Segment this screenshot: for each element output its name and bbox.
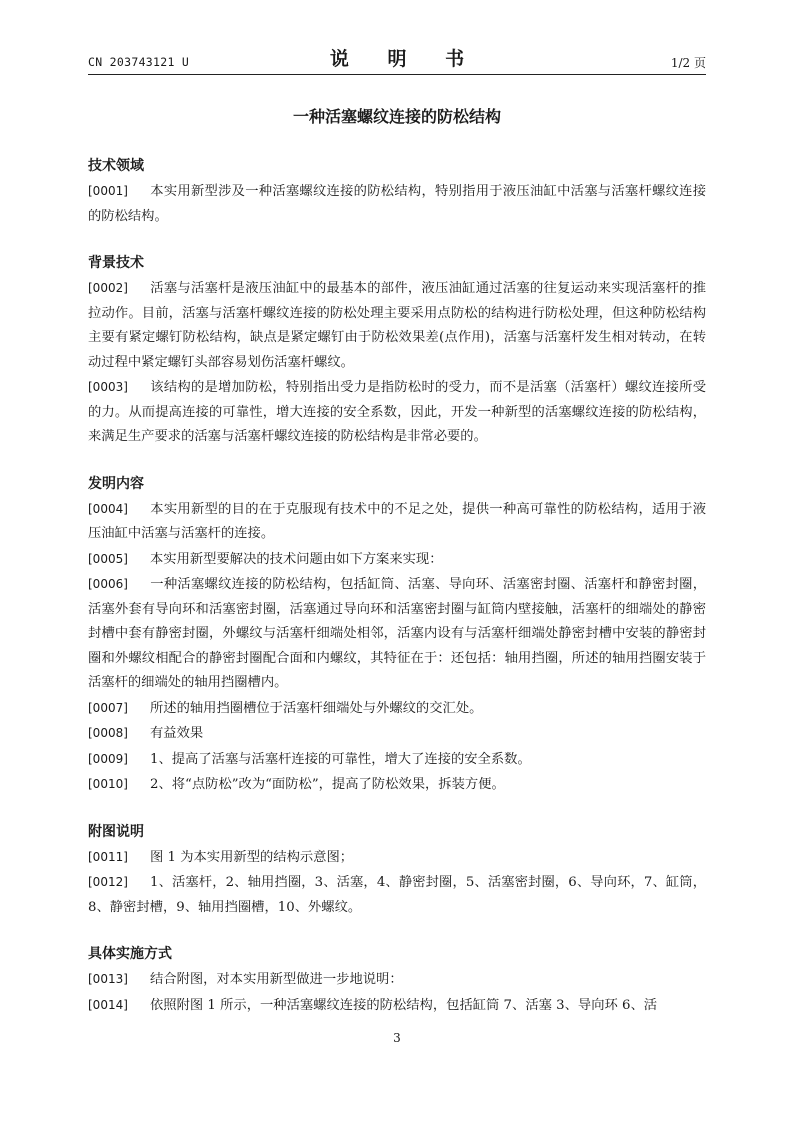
page-header [88, 44, 706, 72]
paragraph-number: [0002] [88, 281, 128, 295]
paragraph-text: 活塞与活塞杆是液压油缸中的最基本的部件，液压油缸通过活塞的往复运动来实现活塞杆的推拉动作。目前，活塞与活塞杆螺纹连接的防松处理主要采用点防松的结构进行防松处理，但这种防松结构主要有紧定螺钉防松结构，缺点是紧定螺钉由于防松效果差(点作用)，活塞与活塞杆发生相对转动，在转动过程中紧定螺钉头部容易划伤活塞杆螺纹。 [88, 281, 706, 370]
paragraph-text: 结合附图，对本实用新型做进一步地说明： [150, 972, 403, 987]
paragraph-number: [0001] [88, 184, 128, 198]
publication-number: CN 203743121 U [88, 55, 190, 69]
paragraph-text: 1、提高了活塞与活塞杆连接的可靠性，增大了连接的安全系数。 [150, 751, 531, 767]
paragraph-text: 一种活塞螺纹连接的防松结构，包括缸筒、活塞、导向环、活塞密封圈、活塞杆和静密封圈，活塞外套有导向环和活塞密封圈，活塞通过导向环和活塞密封圈与缸筒内壁接触，活塞杆的细端处的静密封槽中套有静密封圈，外螺纹与活塞杆细端处相邻，活塞内设有与活塞杆细端处静密封槽中安装的静密封圈和外螺纹相配合的静密封圈配合面和内螺纹，其特征在于：还包括：轴用挡圈，所述的轴用挡圈安装于活塞杆的细端处的轴用挡圈槽内。 [88, 577, 706, 690]
paragraph [88, 276, 706, 375]
section-heading: 发明内容 [88, 475, 144, 492]
paragraph-text: 所述的轴用挡圈槽位于活塞杆细端处与外螺纹的交汇处。 [150, 700, 483, 716]
paragraph [88, 845, 706, 871]
paragraph-number: [0011] [88, 849, 128, 864]
paragraph-number: [0006] [88, 577, 128, 591]
section [88, 942, 706, 1018]
paragraph [88, 572, 706, 696]
paragraph [88, 696, 706, 722]
paragraph-number: [0004] [88, 501, 128, 516]
paragraph-number: [0005] [88, 551, 128, 566]
paragraph [88, 179, 706, 229]
document-title: 一种活塞螺纹连接的防松结构 [292, 107, 501, 126]
paragraph-text: 该结构的是增加防松，特别指出受力是指防松时的受力，而不是活塞（活塞杆）螺纹连接所受的力。从而提高连接的可靠性，增大连接的安全系数，因此，开发一种新型的活塞螺纹连接的防松结构，来满足生产要求的活塞与活塞杆螺纹连接的防松结构是非常必要的。 [88, 380, 706, 444]
paragraph [88, 993, 706, 1019]
paragraph-number: [0009] [88, 751, 128, 766]
paragraph-number: [0012] [88, 875, 128, 889]
paragraph-number: [0010] [88, 777, 128, 791]
section [88, 154, 706, 229]
paragraph-text: 有益效果 [150, 726, 204, 741]
paragraph [88, 375, 706, 450]
section-heading: 附图说明 [88, 823, 144, 840]
document-type-label: 说 明 书 [329, 48, 481, 70]
paragraph-text: 本实用新型涉及一种活塞螺纹连接的防松结构，特别指用于液压油缸中活塞与活塞杆螺纹连接的防松结构。 [88, 184, 706, 224]
paragraph [88, 870, 706, 920]
paragraph-text: 1、活塞杆，2、轴用挡圈，3、活塞，4、静密封圈，5、活塞密封圈，6、导向环，7、缸筒，8、静密封槽，9、轴用挡圈槽，10、外螺纹。 [88, 875, 706, 915]
paragraph [88, 967, 706, 993]
section [88, 472, 706, 798]
paragraph [88, 547, 706, 573]
paragraph-text: 本实用新型要解决的技术问题由如下方案来实现： [150, 551, 443, 567]
paragraph [88, 747, 706, 773]
paragraph-number: [0003] [88, 380, 128, 394]
paragraph-number: [0014] [88, 997, 128, 1012]
paragraph-number: [0008] [88, 726, 128, 740]
paragraph-number: [0013] [88, 972, 128, 986]
section-heading: 具体实施方式 [88, 946, 172, 962]
paragraph [88, 772, 706, 798]
section-heading: 背景技术 [88, 255, 144, 271]
page-indicator: 1/2 页 [670, 56, 706, 70]
header-divider [88, 74, 706, 75]
paragraph-text: 依照附图 1 所示，一种活塞螺纹连接的防松结构，包括缸筒 7、活塞 3、导向环 6、活 [150, 997, 658, 1013]
section-heading: 技术领域 [88, 158, 144, 174]
section [88, 251, 706, 450]
paragraph-text: 图 1 为本实用新型的结构示意图； [150, 849, 354, 865]
paragraph [88, 497, 706, 547]
page-number: 3 [393, 1031, 401, 1045]
document-body [88, 150, 706, 1018]
paragraph-number: [0007] [88, 700, 128, 715]
paragraph [88, 721, 706, 747]
paragraph-text: 本实用新型的目的在于克服现有技术中的不足之处，提供一种高可靠性的防松结构，适用于液压油缸中活塞与活塞杆的连接。 [88, 501, 706, 541]
section [88, 820, 706, 921]
paragraph-text: 2、将“点防松”改为“面防松”，提高了防松效果，拆装方便。 [150, 777, 505, 792]
